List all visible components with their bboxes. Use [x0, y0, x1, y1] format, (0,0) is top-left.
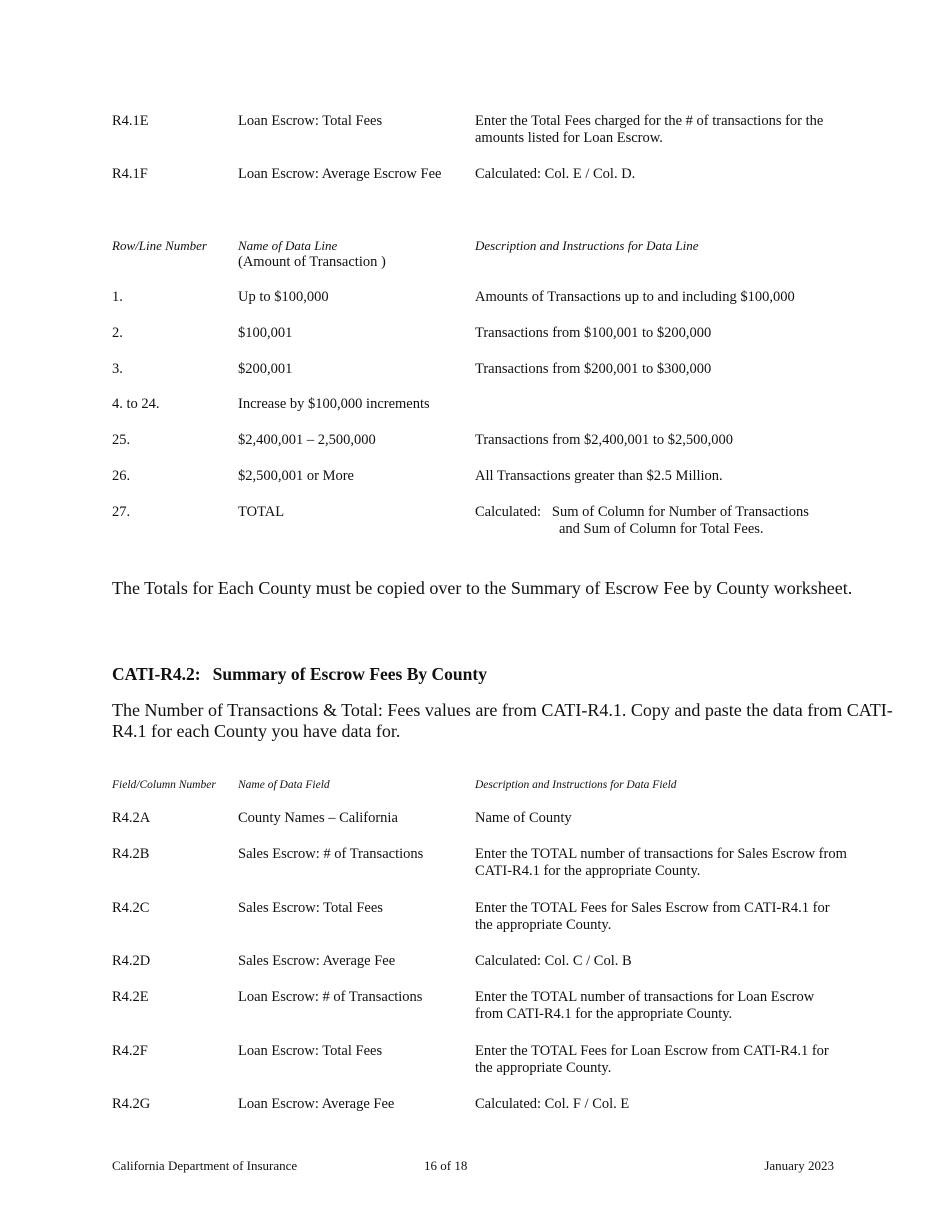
- field-name: Sales Escrow: # of Transactions: [238, 846, 424, 862]
- field-code: R4.2B: [112, 846, 150, 862]
- field-name: Loan Escrow: Total Fees: [238, 1043, 383, 1059]
- footer-organization: California Department of Insurance: [112, 1158, 298, 1173]
- field-description: Enter the TOTAL number of transactions for Sales Escrow from CATI-R4.1 for the appropriate County.: [475, 846, 847, 879]
- field-name: Sales Escrow: Average Fee: [238, 953, 396, 969]
- field-code: R4.2E: [112, 989, 149, 1005]
- line-number: 3.: [112, 361, 123, 377]
- field-description: Enter the TOTAL number of transactions for Loan Escrow from CATI-R4.1 for the appropriate County.: [475, 989, 815, 1022]
- line-description: Transactions from $200,001 to $300,000: [475, 361, 712, 377]
- line-description: Transactions from $2,400,001 to $2,500,000: [475, 432, 734, 448]
- footer-date: January 2023: [764, 1158, 834, 1173]
- field-name: Loan Escrow: Average Escrow Fee: [238, 166, 442, 182]
- line-name: $2,400,001 – 2,500,000: [238, 432, 376, 448]
- line-name: Increase by $100,000 increments: [238, 396, 430, 412]
- line-description: Amounts of Transactions up to and including $100,000: [475, 289, 795, 305]
- line-name: TOTAL: [238, 504, 285, 520]
- section-heading: [112, 664, 487, 685]
- header-row-line-number: Row/Line Number: [112, 238, 207, 253]
- field-name: Loan Escrow: Total Fees: [238, 113, 383, 129]
- line-number: 27.: [112, 504, 131, 520]
- line-number: 25.: [112, 432, 131, 448]
- line-description-part: Calculated: Sum of Column for Number of Transactions: [475, 504, 809, 520]
- field-code: R4.1E: [112, 113, 149, 129]
- field-code: R4.2C: [112, 900, 150, 916]
- line-name: $2,500,001 or More: [238, 468, 354, 484]
- header-description: Description and Instructions for Data Field: [475, 779, 677, 791]
- field-code: R4.2A: [112, 810, 151, 826]
- line-number: 1.: [112, 289, 123, 305]
- line-description-part: and Sum of Column for Total Fees.: [559, 521, 764, 537]
- line-name: $200,001: [238, 361, 293, 377]
- header-field-column-number: Field/Column Number: [112, 779, 216, 791]
- field-name: Sales Escrow: Total Fees: [238, 900, 383, 916]
- field-description: Name of County: [475, 810, 572, 826]
- line-description: [475, 504, 855, 538]
- header-name-of-data-field: Name of Data Field: [238, 779, 330, 791]
- field-name: Loan Escrow: Average Fee: [238, 1096, 395, 1112]
- field-description: Enter the TOTAL Fees for Loan Escrow from CATI-R4.1 for the appropriate County.: [475, 1043, 829, 1076]
- field-name: Loan Escrow: # of Transactions: [238, 989, 423, 1005]
- field-description: Calculated: Col. C / Col. B: [475, 953, 632, 969]
- field-description: Enter the Total Fees charged for the # of transactions for the amounts listed for Loan Escrow.: [475, 113, 824, 146]
- line-description: Transactions from $100,001 to $200,000: [475, 325, 712, 341]
- field-code: R4.1F: [112, 166, 148, 182]
- field-code: R4.2F: [112, 1043, 148, 1059]
- field-description: Calculated: Col. F / Col. E: [475, 1096, 630, 1112]
- line-name: Up to $100,000: [238, 289, 329, 305]
- section-title: Summary of Escrow Fees By County: [212, 664, 487, 684]
- footer-page-number: 16 of 18: [424, 1158, 468, 1173]
- field-code: R4.2D: [112, 953, 151, 969]
- field-description: Calculated: Col. E / Col. D.: [475, 166, 636, 182]
- line-name: $100,001: [238, 325, 293, 341]
- header-name-of-data-line: Name of Data Line: [238, 238, 338, 253]
- section-code: CATI-R4.2:: [112, 664, 201, 684]
- header-amount-of-transaction: (Amount of Transaction ): [238, 254, 386, 270]
- line-number: 2.: [112, 325, 123, 341]
- line-number: 26.: [112, 468, 131, 484]
- field-name: County Names – California: [238, 810, 398, 826]
- line-description: All Transactions greater than $2.5 Million.: [475, 468, 723, 484]
- totals-note: The Totals for Each County must be copied over to the Summary of Escrow Fee by County worksheet.: [112, 578, 853, 598]
- section-intro: The Number of Transactions & Total: Fees values are from CATI-R4.1. Copy and paste the data from CATI-R4.1 for each County you have data for.: [112, 700, 893, 741]
- field-description: Enter the TOTAL Fees for Sales Escrow from CATI-R4.1 for the appropriate County.: [475, 900, 830, 933]
- header-description: Description and Instructions for Data Line: [475, 238, 699, 253]
- field-code: R4.2G: [112, 1096, 151, 1112]
- line-number: 4. to 24.: [112, 396, 160, 412]
